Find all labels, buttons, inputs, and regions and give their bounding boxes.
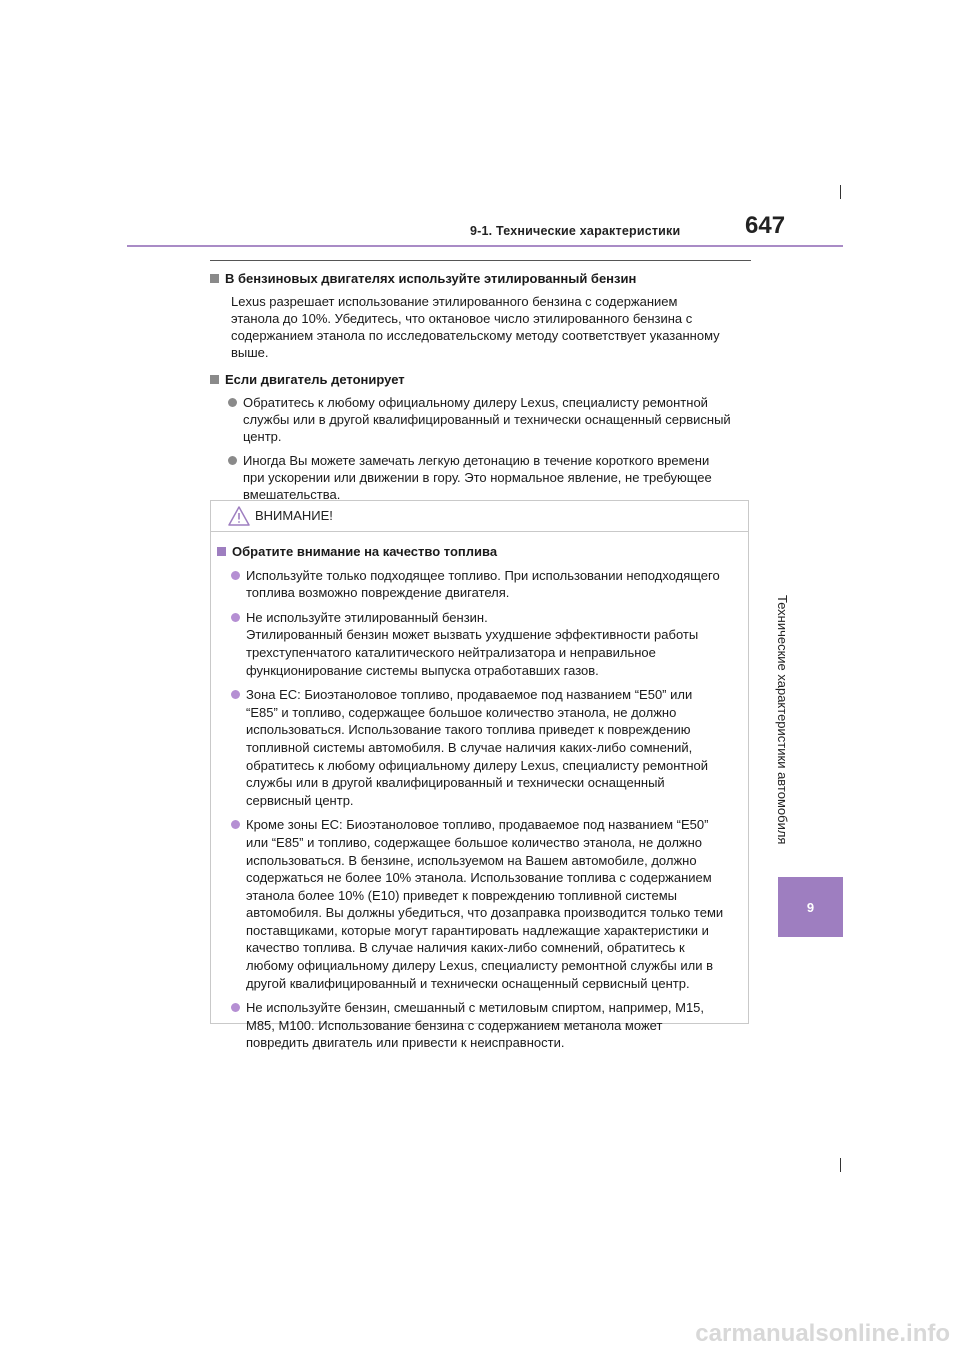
circle-bullet-icon [231, 820, 240, 829]
warning-heading-text: Обратите внимание на качество топлива [232, 544, 498, 559]
square-bullet-icon [210, 375, 219, 384]
warning-box [210, 500, 749, 1051]
text-line: автомобиля. Вы должны убедиться, что дозаправка производится только теми [246, 905, 724, 921]
list-item [231, 999, 742, 1052]
text-line: сервисный центр. [246, 792, 354, 808]
list-item [228, 394, 755, 445]
text-line: Кроме зоны ЕС: Биоэтаноловое топливо, продаваемое под названием “E50” [246, 817, 709, 833]
warning-header [211, 501, 748, 532]
text-line: трехступенчатого каталитического нейтрализатора и неправильное [246, 644, 656, 660]
text-line: или “E85” и топливо, содержащее большое количество этанола, не должно [246, 834, 703, 850]
text-line: вмешательства. [243, 487, 341, 502]
square-bullet-icon [217, 547, 226, 556]
text-line: Не используйте этилированный бензин. [246, 609, 488, 625]
watermark: carmanualsonline.info [695, 1320, 950, 1347]
text-line: качество топлива. В случае наличия каких-либо сомнений, обратитесь к [246, 940, 685, 956]
text-line: Обратитесь к любому официальному дилеру Lexus, специалисту ремонтной [243, 395, 708, 410]
circle-bullet-icon [231, 571, 240, 580]
text-line: “E85” и топливо, содержащее большое количество этанола, не должно [246, 704, 677, 720]
section-heading-ethanol [210, 270, 755, 287]
section-header: 9-1. Технические характеристики [470, 224, 681, 238]
text-line: функционирование системы выпуска отработавших газов. [246, 662, 599, 678]
circle-bullet-icon [231, 613, 240, 622]
square-bullet-icon [210, 274, 219, 283]
circle-bullet-icon [228, 398, 237, 407]
text-line: Этилированный бензин может вызвать ухудшение эффективности работы [246, 627, 699, 643]
text-line: Иногда Вы можете замечать легкую детонацию в течение короткого времени [243, 453, 710, 468]
text-line: содержанием этанола по исследовательскому методу соответствует указанному [231, 328, 720, 343]
text-line: Зона ЕС: Биоэтаноловое топливо, продаваемое под названием “E50” или [246, 687, 693, 703]
text-line: Lexus разрешает использование этилированного бензина с содержанием [231, 294, 678, 309]
chapter-tab[interactable] [778, 877, 843, 937]
list-item [231, 686, 742, 809]
text-line: использоваться. В бензине, используемом на Вашем автомобиле, должно [246, 852, 697, 868]
warning-triangle-icon [228, 506, 250, 526]
crop-mark-top [840, 185, 841, 199]
warning-heading [217, 543, 748, 561]
list-item [231, 609, 742, 679]
section-heading-knock [210, 371, 755, 388]
list-item [231, 816, 742, 992]
text-line: другой квалифицированный и технически оснащенный сервисный центр. [246, 975, 690, 991]
chapter-number: 9 [806, 899, 815, 915]
text-line: службы или в другой квалифицированный и технически оснащенный сервисный [243, 412, 731, 427]
text-line: обратитесь к любому официальному дилеру Lexus, специалисту ремонтной [246, 757, 709, 773]
list-item [231, 567, 742, 602]
header-rule [127, 245, 843, 247]
text-line: центр. [243, 429, 282, 444]
main-content [210, 270, 755, 510]
text-line: топливной системы автомобиля. В случае наличия каких-либо сомнений, [246, 739, 693, 755]
section-heading-text: Если двигатель детонирует [225, 372, 405, 387]
text-line: этанола до 10%. Убедитесь, что октановое число этилированного бензина с [231, 311, 693, 326]
text-line: содержаться не более 10% этанола. Использование топлива с содержанием [246, 870, 712, 886]
content-top-rule [210, 260, 751, 261]
text-line: службы или в другой квалифицированный и технически оснащенный [246, 775, 665, 791]
circle-bullet-icon [231, 1003, 240, 1012]
circle-bullet-icon [231, 690, 240, 699]
page-number: 647 [745, 212, 786, 239]
side-tab-label: Технические характеристики автомобиля [775, 595, 790, 845]
text-line: Не используйте бензин, смешанный с метиловым спиртом, например, M15, [246, 1000, 705, 1016]
text-line: использоваться. Использование такого топлива приведет к повреждению [246, 722, 691, 738]
text-line: повредить двигатель или привести к неисправности. [246, 1035, 565, 1051]
text-line: M85, M100. Использование бензина с содержанием метанола может [246, 1017, 663, 1033]
text-line: топлива возможно повреждение двигателя. [246, 585, 510, 601]
circle-bullet-icon [228, 456, 237, 465]
text-line: любому официальному дилеру Lexus, специалисту ремонтной службы или в [246, 958, 713, 974]
warning-body [211, 543, 748, 1059]
list-item [228, 452, 755, 503]
warning-title: ВНИМАНИЕ! [255, 508, 333, 523]
paragraph-ethanol [231, 293, 755, 361]
crop-mark-bottom [840, 1158, 841, 1172]
text-line: выше. [231, 345, 269, 360]
section-heading-text: В бензиновых двигателях используйте этилированный бензин [225, 271, 637, 286]
text-line: поставщиками, которые могут гарантировать надлежащие характеристики и [246, 922, 709, 938]
text-line: Используйте только подходящее топливо. При использовании неподходящего [246, 567, 720, 583]
text-line: этанола более 10% (E10) приведет к повреждению топливной системы [246, 887, 677, 903]
text-line: при ускорении или движении в гору. Это нормальное явление, не требующее [243, 470, 712, 485]
